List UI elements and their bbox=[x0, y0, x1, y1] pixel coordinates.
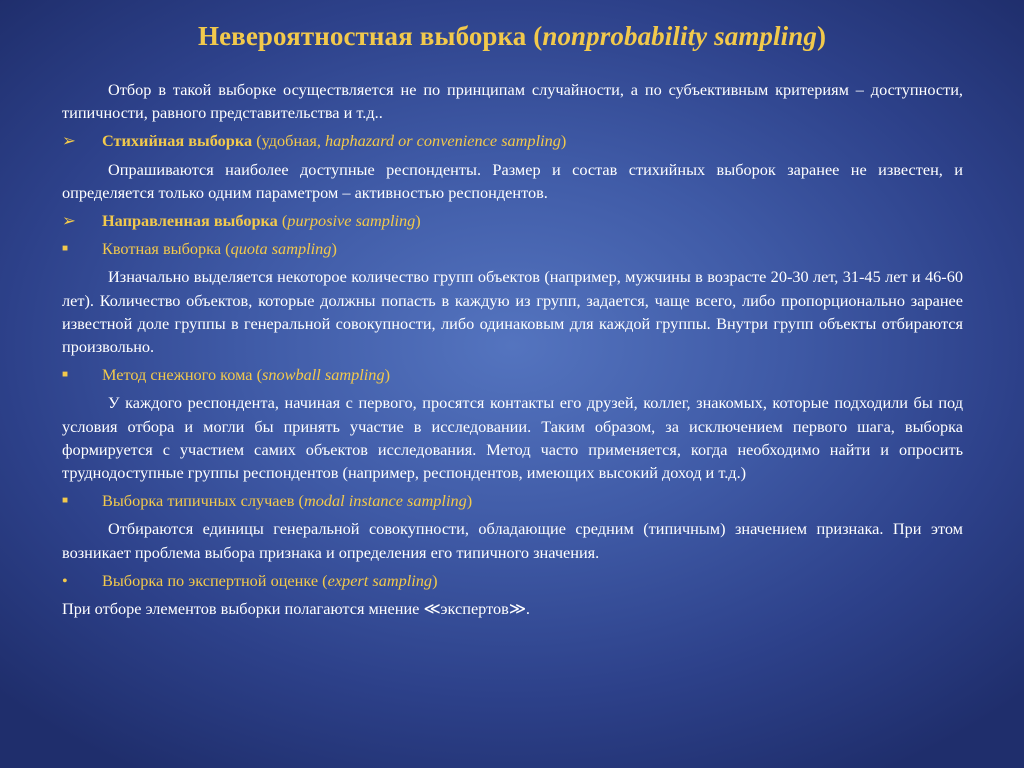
arrow-bullet-icon: ➢ bbox=[62, 211, 76, 231]
slide-title bbox=[0, 21, 1024, 52]
bullet-purposive-term: purposive sampling bbox=[287, 211, 416, 231]
bullet-purposive bbox=[62, 209, 963, 232]
bullet-haphazard bbox=[62, 129, 963, 152]
bullet-snowball-name: Метод снежного кома bbox=[102, 365, 253, 385]
bullet-quota-post: ) bbox=[331, 239, 337, 259]
bullet-modal-instance-post: ) bbox=[466, 491, 473, 511]
bullet-haphazard-name: Стихийная выборка bbox=[102, 131, 253, 151]
square-bullet-icon: ■ bbox=[62, 495, 69, 507]
square-bullet-icon: ■ bbox=[62, 243, 69, 255]
modal-instance-description: Отбираются единицы генеральной совокупности, обладающие средним (типичным) значением признака. При этом возникает проблема выбора признака и определения его типичного значения. bbox=[62, 519, 963, 562]
bullet-purposive-name: Направленная выборка bbox=[102, 211, 278, 231]
quota-description: Изначально выделяется некоторое количество групп объектов (например, мужчины в возрасте 20-30 лет, 31-45 лет и 46-60 лет). Количество объектов, которые должны попасть в каждую из групп, задается, чаще всего, либо пропорционально заранее известной доле группы в генеральной совокупности, либо одинаковым для каждой группы. Внутри групп объекты отбираются произвольно. bbox=[62, 267, 963, 357]
bullet-snowball-pre: ( bbox=[252, 365, 262, 385]
slide-title-main: Невероятностная выборка ( bbox=[197, 21, 543, 51]
dot-bullet-icon: • bbox=[62, 570, 68, 590]
square-bullet-icon: ■ bbox=[62, 369, 69, 381]
bullet-snowball bbox=[62, 363, 963, 386]
arrow-bullet-icon: ➢ bbox=[62, 131, 76, 151]
slide-title-term: nonprobability sampling bbox=[542, 21, 817, 51]
bullet-quota-pre: ( bbox=[221, 239, 231, 259]
slide-title-close: ) bbox=[816, 21, 827, 51]
intro-paragraph: Отбор в такой выборке осуществляется не по принципам случайности, а по субъективным критериям – доступности, типичности, равного представительства и т.д.. bbox=[62, 80, 963, 123]
bullet-haphazard-pre: (удобная, bbox=[252, 131, 326, 151]
bullet-quota-name: Квотная выборка bbox=[102, 239, 222, 259]
slide-content bbox=[62, 78, 963, 625]
bullet-snowball-term: snowball sampling bbox=[262, 365, 385, 385]
bullet-haphazard-term: haphazard or convenience sampling bbox=[325, 131, 561, 151]
bullet-expert-name: Выборка по экспертной оценке bbox=[102, 570, 319, 590]
bullet-haphazard-post: ) bbox=[560, 131, 567, 151]
haphazard-description: Опрашиваются наиболее доступные респонденты. Размер и состав стихийных выборок заранее не известен, и определяется только одним параметром – активностью респондентов. bbox=[62, 159, 963, 202]
expert-description: При отборе элементов выборки полагаются мнение ≪экспертов≫. bbox=[62, 599, 530, 619]
bullet-snowball-post: ) bbox=[384, 365, 391, 385]
snowball-description: У каждого респондента, начиная с первого, просятся контакты его друзей, коллег, знакомых, которые подходили бы под условия отбора и могли бы принять участие в исследовании. Таким образом, за исключением первого шага, выборка формируется с участием самих объектов исследования. Метод часто применяется, когда необходимо найти и опросить труднодоступные группы респондентов (например, респондентов, имеющих высокий доход и т.д.) bbox=[62, 393, 963, 483]
bullet-purposive-pre: ( bbox=[277, 211, 288, 231]
bullet-expert-term: expert sampling bbox=[327, 570, 433, 590]
bullet-expert-pre: ( bbox=[318, 570, 328, 590]
bullet-modal-instance-term: modal instance sampling bbox=[303, 491, 467, 511]
bullet-modal-instance-name: Выборка типичных случаев bbox=[102, 491, 295, 511]
bullet-quota-term: quota sampling bbox=[230, 239, 332, 259]
bullet-quota bbox=[62, 237, 963, 260]
bullet-expert-post: ) bbox=[432, 570, 438, 590]
bullet-expert bbox=[62, 569, 963, 592]
bullet-modal-instance-pre: ( bbox=[294, 491, 304, 511]
bullet-modal-instance bbox=[62, 489, 963, 512]
bullet-purposive-post: ) bbox=[415, 211, 421, 231]
